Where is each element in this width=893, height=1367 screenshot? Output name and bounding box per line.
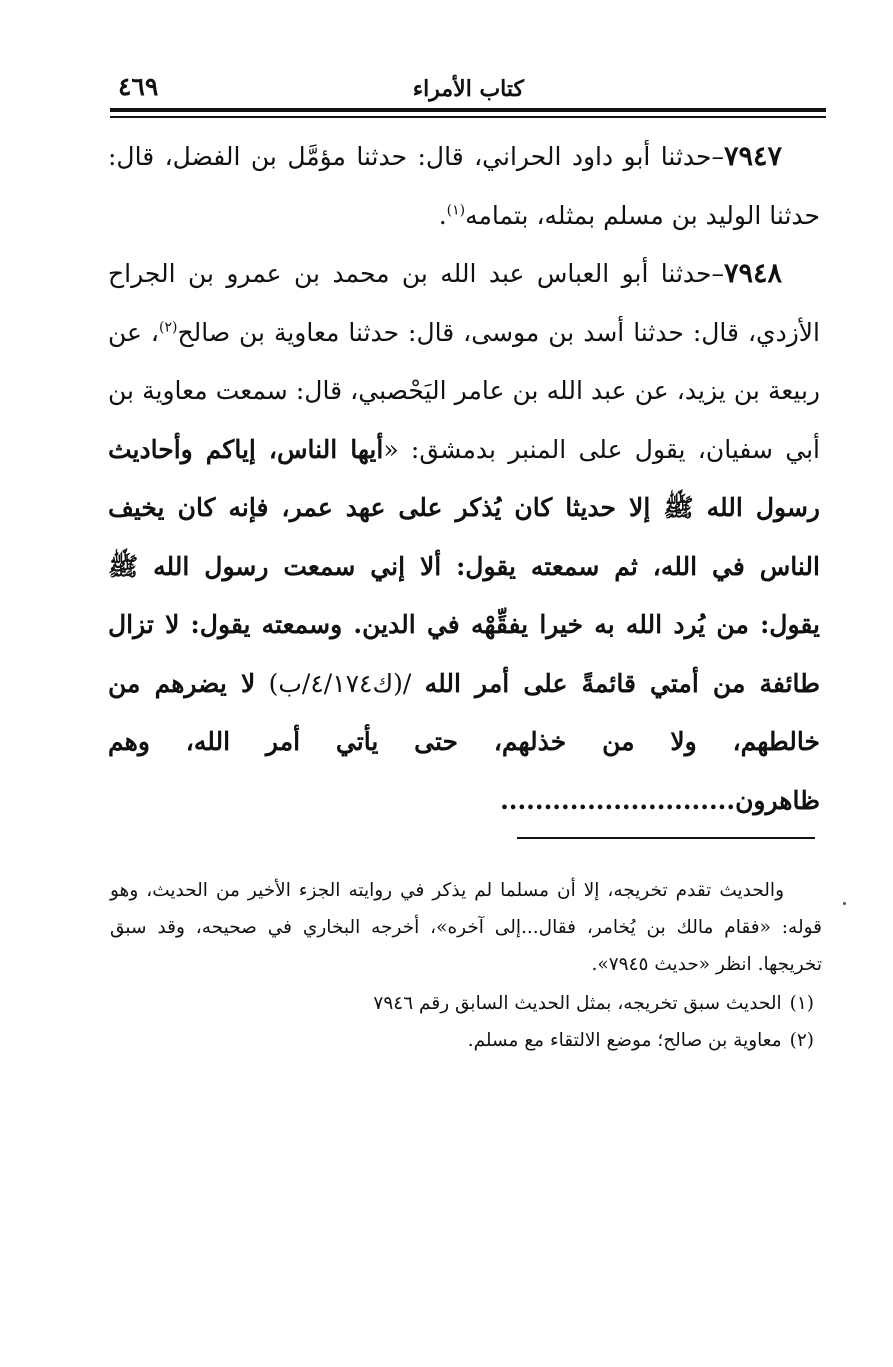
footnote-text: معاوية بن صالح؛ موضع الالتقاء مع مسلم.	[467, 1030, 782, 1051]
matn-text: أيها الناس، إياكم وأحاديث رسول الله ﷺ إلا حديثا كان يُذكر على عهد عمر، فإنه كان يخيف الناس في الله، ثم سمعته يقول: ألا إني سمعت رسول الله ﷺ يقول: من يُرد الله به خيرا يفقِّهْه في الدين. وسمعته يقول: لا تزال طائفة من أمتي قائمةً على أمر الله	[108, 434, 821, 698]
manuscript-ref: /(ك٤/١٧٤/ب)	[255, 668, 425, 698]
main-text	[108, 128, 820, 830]
page-header	[112, 70, 824, 106]
isnad-text: –حدثنا أبو العباس عبد الله بن محمد بن عمرو بن الجراح الأزدي، قال: حدثنا أسد بن موسى، قال: حدثنا معاوية بن صالح	[108, 259, 820, 347]
footnote-marker: (١)	[789, 993, 814, 1014]
footnote-ref: (٢)	[158, 319, 178, 336]
footnote-2	[110, 1022, 822, 1059]
hadith-7948	[108, 245, 820, 830]
sentence-end: .	[438, 200, 447, 230]
continuation-dots: ...........................	[500, 785, 736, 815]
isnad-text-cont: ، عن ربيعة بن يزيد، عن عبد الله بن عامر اليَحْصبي، قال: سمعت معاوية بن أبي سفيان، يقول على المنبر بدمشق: «	[108, 317, 821, 464]
page-number: ٤٦٩	[118, 72, 159, 101]
footnotes	[110, 872, 822, 1059]
matn-text-cont: لا يضرهم من خالطهم، ولا من خذلهم، حتى يأتي أمر الله، وهم ظاهرون	[108, 668, 820, 815]
footnote-separator	[517, 837, 815, 839]
footnote-text: الحديث سبق تخريجه، بمثل الحديث السابق رقم ٧٩٤٦	[373, 993, 782, 1014]
header-rule-thick	[110, 108, 826, 112]
hadith-number: ٧٩٤٨	[723, 258, 782, 289]
hadith-7947	[108, 128, 820, 245]
footnote-intro: والحديث تقدم تخريجه، إلا أن مسلما لم يذكر في روايته الجزء الأخير من الحديث، وهو قوله: «فقام مالك بن يُخامر، فقال...إلى آخره»، أخرجه البخاري في صحيحه، وقد سبق تخريجها. انظر «حديث ٧٩٤٥».	[110, 880, 822, 975]
footnote-marker: (٢)	[789, 1030, 814, 1051]
footnote-ref: (١)	[446, 202, 466, 219]
footnote-1	[110, 985, 822, 1022]
scan-speck	[843, 902, 846, 905]
header-rule-thin	[110, 116, 826, 118]
hadith-text: –حدثنا أبو داود الحراني، قال: حدثنا مؤمَّل بن الفضل، قال: حدثنا الوليد بن مسلم بمثله، بتمامه	[108, 142, 820, 230]
hadith-number: ٧٩٤٧	[723, 141, 782, 172]
running-title: كتاب الأمراء	[412, 76, 524, 102]
